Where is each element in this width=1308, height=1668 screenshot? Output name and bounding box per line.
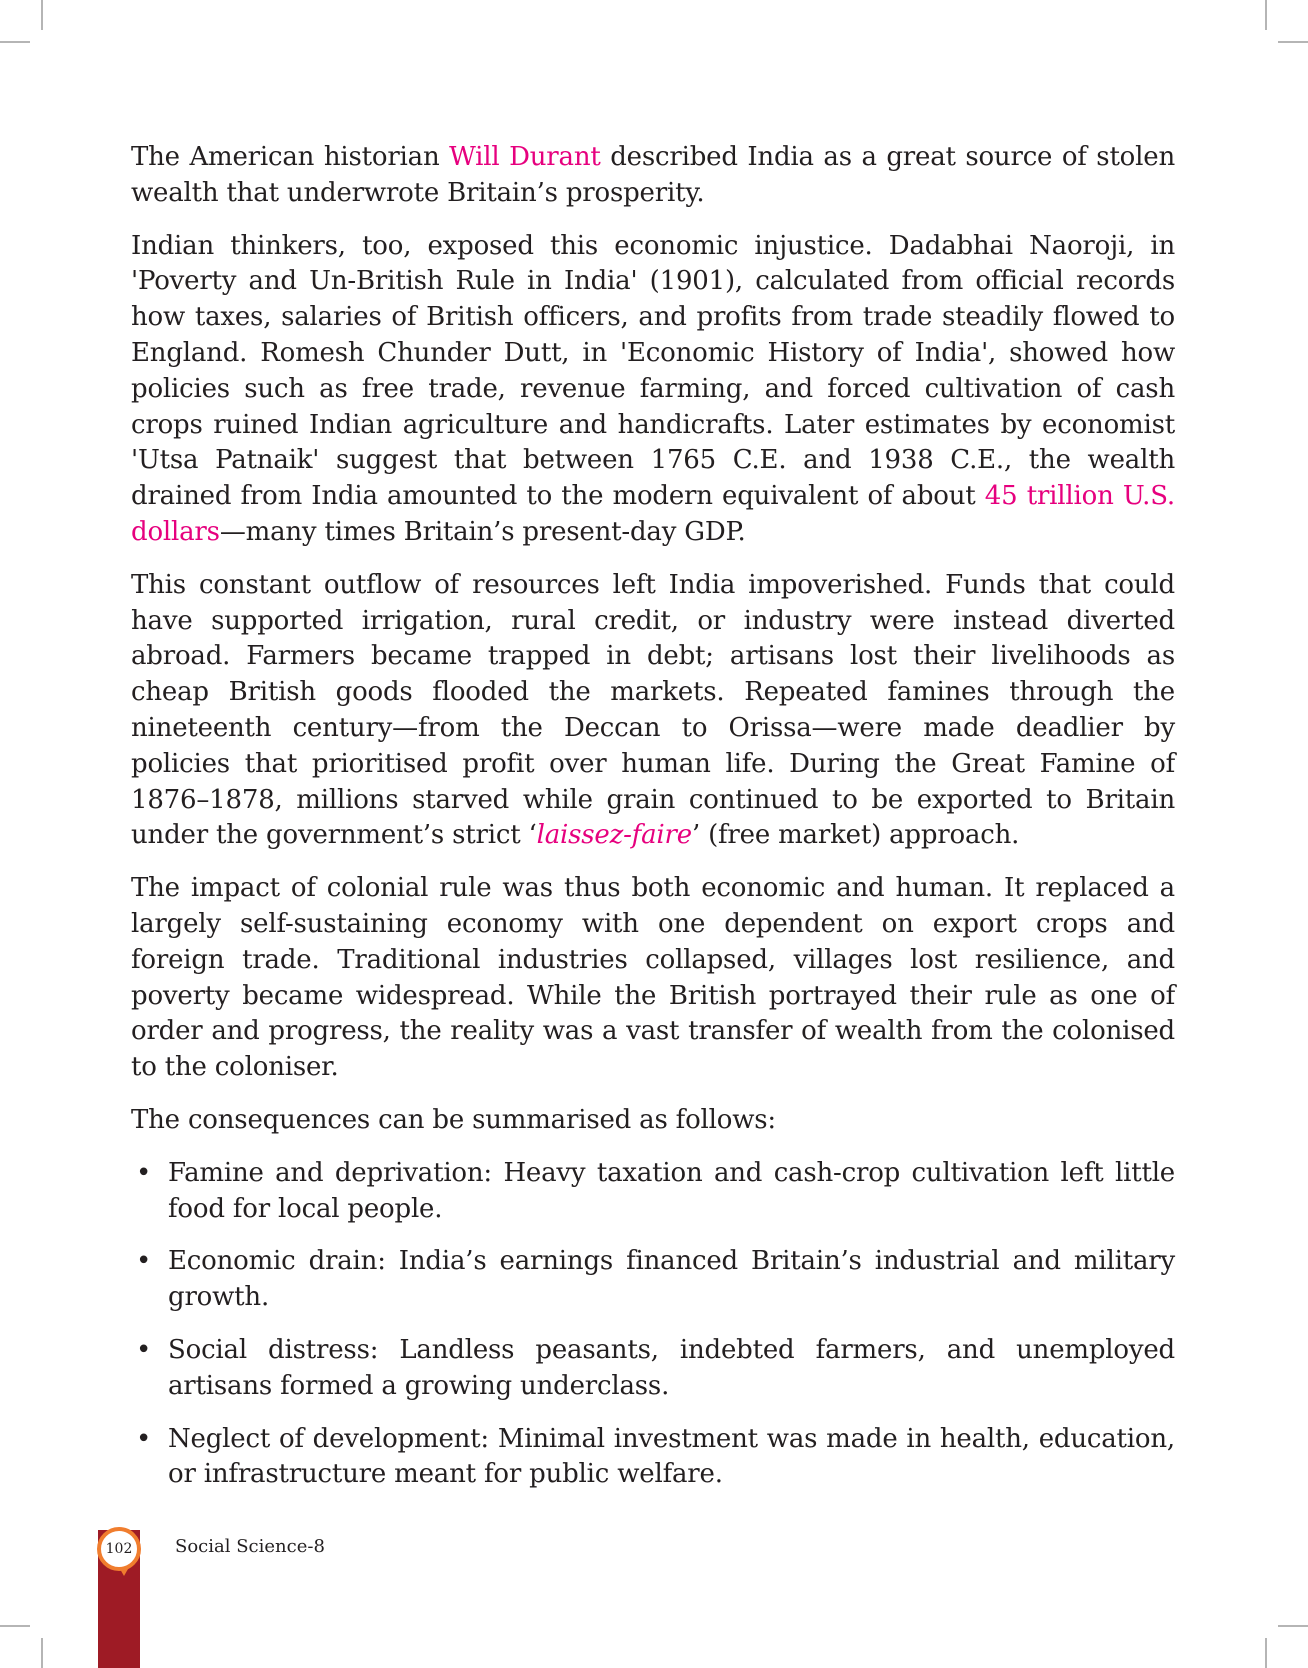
bullet-icon: • (136, 1423, 152, 1454)
page-number: 102 (105, 1541, 133, 1557)
bullet-icon: • (136, 1246, 152, 1277)
list-item: • Economic drain: India’s earnings financed Britain’s industrial and military growth. (136, 1246, 1175, 1313)
page-number-badge (97, 1527, 141, 1571)
paragraph-impact: The impact of colonial rule was thus both economic and human. It replaced a largely self-sustaining economy with one dependent on export crops and foreign trade. Traditional industries collapsed, villages lost resilience, and poverty became widespread. While the British portrayed their rule as one of order and progress, the reality was a vast transfer of wealth from the colonised to the coloniser. (131, 873, 1175, 1083)
bullet-icon: • (136, 1334, 152, 1365)
bullet-icon: • (136, 1157, 152, 1188)
crop-mark-bottom-left-horizontal (0, 1625, 30, 1627)
paragraph-indian-thinkers: Indian thinkers, too, exposed this economic injustice. Dadabhai Naoroji, in 'Poverty and Un-British Rule in India' (1901), calculated from official records how taxes, salaries of British officers, and profits from trade steadily flowed to England. Romesh Chunder Dutt, in 'Economic History of India', showed how policies such as free trade, revenue farming, and forced cultivation of cash crops ruined Indian agriculture and handicrafts. Later estimates by economist 'Utsa Patnaik' suggest that between 1765 C.E. and 1938 C.E., the wealth drained from India amounted to the modern equivalent of about 45 trillion U.S. dollars—many times Britain’s present-day GDP. (131, 230, 1175, 547)
paragraph-outflow: This constant outflow of resources left India impoverished. Funds that could have supported irrigation, rural credit, or industry were instead diverted abroad. Farmers became trapped in debt; artisans lost their livelihoods as cheap British goods flooded the markets. Repeated famines through the nineteenth century—from the Deccan to Orissa—were made deadlier by policies that prioritised profit over human life. During the Great Famine of 1876–1878, millions starved while grain continued to be exported to Britain under the government’s strict ‘laissez-faire’ (free market) approach. (131, 569, 1175, 851)
crop-mark-bottom-right-vertical (1265, 1638, 1267, 1668)
book-title: Social Science-8 (175, 1536, 325, 1557)
crop-mark-bottom-left-vertical (41, 1638, 43, 1668)
list-item: • Social distress: Landless peasants, indebted farmers, and unemployed artisans formed a growing underclass. (136, 1334, 1175, 1401)
crop-mark-top-right-horizontal (1278, 41, 1308, 43)
highlight-will-durant: Will Durant (449, 142, 601, 172)
list-item: • Neglect of development: Minimal investment was made in health, education, or infrastructure meant for public welfare. (136, 1423, 1175, 1490)
crop-mark-top-right-vertical (1265, 0, 1267, 30)
paragraph-consequences-intro: The consequences can be summarised as follows: (131, 1104, 776, 1135)
highlight-laissez-faire: laissez-faire (536, 820, 692, 851)
highlight-45-trillion: 45 trillion U.S. dollars (131, 481, 1175, 547)
crop-mark-top-left-horizontal (0, 41, 30, 43)
list-item: • Famine and deprivation: Heavy taxation and cash-crop cultivation left little food for local people. (136, 1157, 1175, 1224)
paragraph-durant: The American historian Will Durant described India as a great source of stolen wealth that underwrote Britain’s prosperity. (131, 142, 1175, 208)
body-text (131, 140, 1175, 1510)
crop-mark-bottom-right-horizontal (1278, 1625, 1308, 1627)
crop-mark-top-left-vertical (41, 0, 43, 30)
consequences-list (131, 1156, 1175, 1493)
